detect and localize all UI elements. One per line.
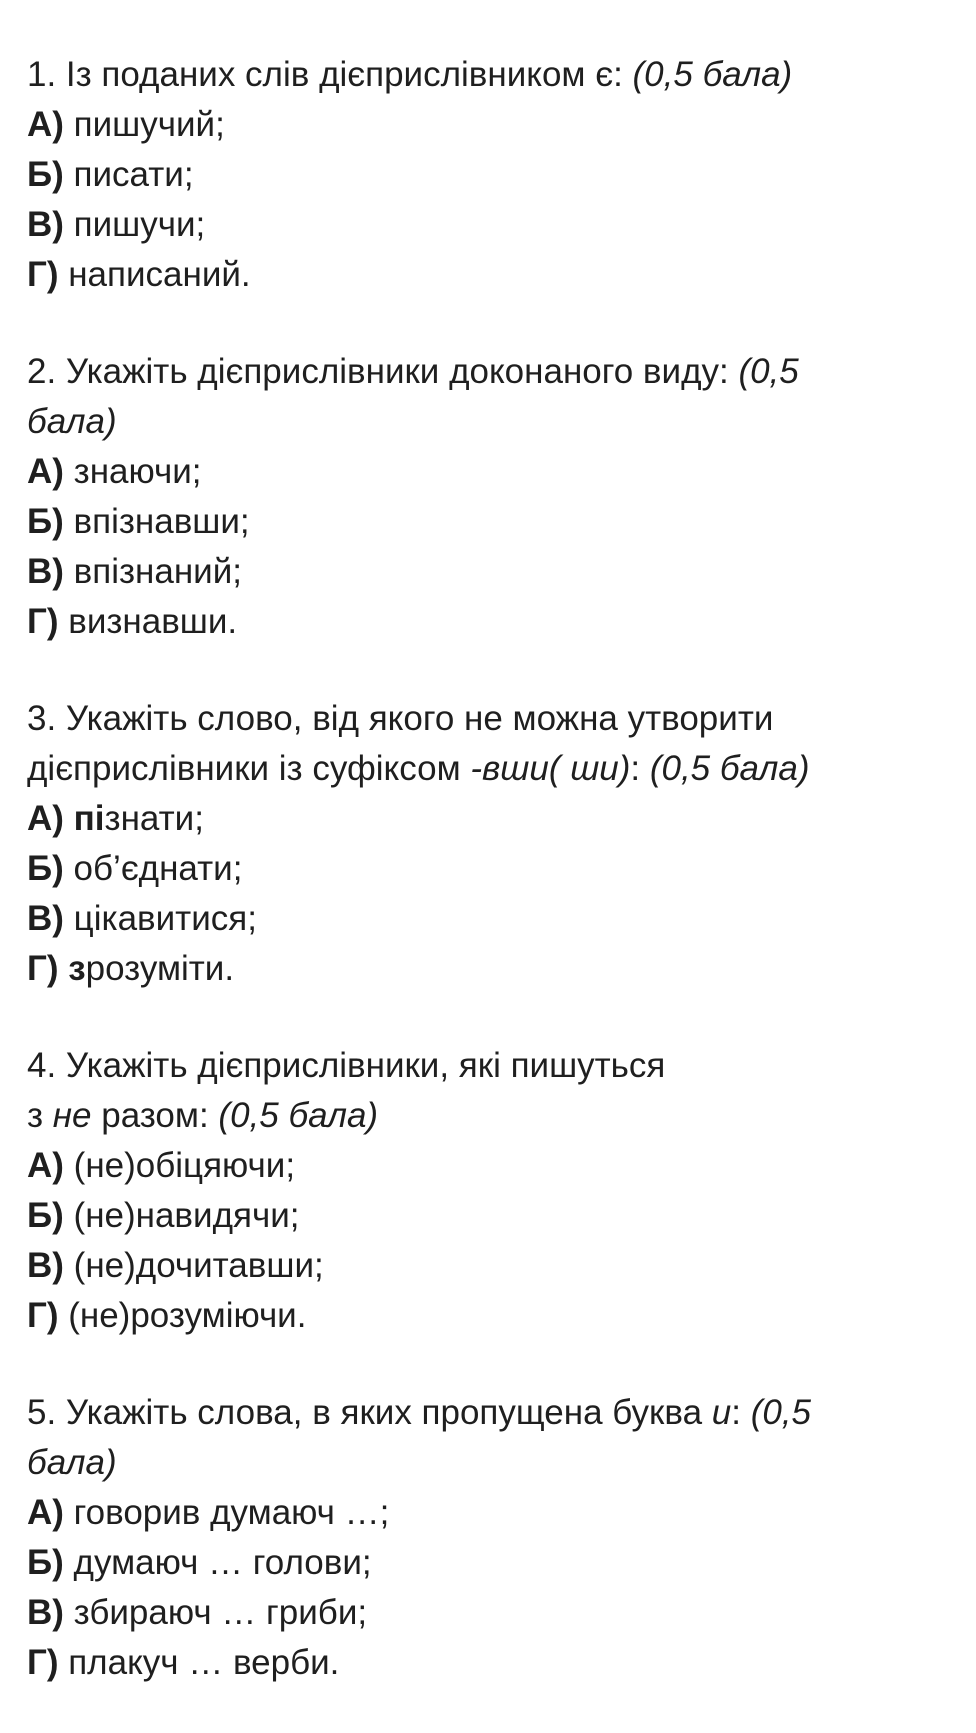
question-score-or-emphasis: не: [52, 1096, 92, 1135]
quiz-document: [27, 50, 957, 1688]
answer-option: [27, 497, 957, 547]
question-text-line: [27, 50, 957, 100]
answer-option: [27, 1291, 957, 1341]
question-text-line: [27, 347, 957, 397]
option-letter: А): [27, 799, 64, 838]
option-text: збираюч … гриби;: [63, 1593, 368, 1632]
answer-option: [27, 1241, 957, 1291]
question-text-line: [27, 397, 957, 447]
answer-option: [27, 844, 957, 894]
option-text: написаний.: [58, 255, 251, 294]
question-score-or-emphasis: и: [711, 1393, 732, 1432]
answer-option: [27, 1538, 957, 1588]
option-text: розуміти.: [85, 949, 235, 988]
option-letter: Г): [27, 1643, 59, 1682]
option-text: [64, 799, 74, 838]
option-text: [59, 949, 69, 988]
option-text: думаюч … голови;: [63, 1543, 372, 1582]
option-letter: Г): [27, 949, 59, 988]
question-text-line: [27, 1438, 957, 1488]
question-text-line: [27, 1388, 957, 1438]
question-score-or-emphasis: (0,5 бала): [218, 1096, 379, 1135]
answer-option: [27, 894, 957, 944]
option-text: пишучи;: [63, 205, 206, 244]
option-letter: А): [27, 1493, 64, 1532]
answer-option: [27, 1588, 957, 1638]
option-letter: Б): [27, 849, 64, 888]
question-text: 5. Укажіть слова, в яких пропущена буква: [27, 1393, 712, 1432]
question-score-or-emphasis: (0,5 бала): [632, 55, 793, 94]
option-letter: А): [27, 105, 64, 144]
question-text: разом:: [91, 1096, 219, 1135]
option-letter: В): [27, 1246, 64, 1285]
option-text: (не)навидячи;: [63, 1196, 300, 1235]
question-text: 2. Укажіть дієприслівники доконаного виду:: [27, 352, 739, 391]
question-text-line: [27, 1041, 957, 1091]
option-letter: Б): [27, 1196, 64, 1235]
question-score-or-emphasis: бала): [27, 1443, 117, 1482]
option-text: впізнавши;: [63, 502, 250, 541]
option-text: з: [68, 949, 86, 988]
answer-option: [27, 597, 957, 647]
option-text: говорив думаюч …;: [63, 1493, 390, 1532]
option-text: (не)розуміючи.: [58, 1296, 307, 1335]
option-text: цікавитися;: [63, 899, 257, 938]
question-text-line: [27, 1091, 957, 1141]
question-text-line: [27, 744, 957, 794]
option-letter: В): [27, 205, 64, 244]
option-text: (не)дочитавши;: [63, 1246, 324, 1285]
answer-option: [27, 1191, 957, 1241]
question-text: 1. Із поданих слів дієприслівником є:: [27, 55, 633, 94]
question-3: [27, 694, 957, 994]
option-text: писати;: [63, 155, 194, 194]
option-text: знати;: [104, 799, 204, 838]
option-letter: В): [27, 1593, 64, 1632]
option-letter: Г): [27, 602, 59, 641]
question-2: [27, 347, 957, 647]
question-text: з: [27, 1096, 53, 1135]
option-text: визнавши.: [58, 602, 238, 641]
option-letter: В): [27, 899, 64, 938]
option-text: об’єднати;: [63, 849, 243, 888]
option-text: впізнаний;: [63, 552, 242, 591]
answer-option: [27, 1638, 957, 1688]
question-text: :: [630, 749, 650, 788]
question-score-or-emphasis: -вши( ши): [470, 749, 631, 788]
option-text: плакуч … верби.: [58, 1643, 340, 1682]
option-text: пі: [73, 799, 105, 838]
question-score-or-emphasis: (0,5: [738, 352, 799, 391]
question-4: [27, 1041, 957, 1341]
option-letter: А): [27, 1146, 64, 1185]
option-text: знаючи;: [63, 452, 202, 491]
option-text: (не)обіцяючи;: [63, 1146, 296, 1185]
question-text: :: [731, 1393, 751, 1432]
question-text: 3. Укажіть слово, від якого не можна утворити: [27, 699, 774, 738]
question-5: [27, 1388, 957, 1688]
option-letter: Г): [27, 255, 59, 294]
question-score-or-emphasis: (0,5: [750, 1393, 811, 1432]
question-score-or-emphasis: (0,5 бала): [649, 749, 810, 788]
answer-option: [27, 200, 957, 250]
option-text: пишучий;: [63, 105, 225, 144]
question-text: 4. Укажіть дієприслівники, які пишуться: [27, 1046, 666, 1085]
answer-option: [27, 1488, 957, 1538]
question-text-line: [27, 694, 957, 744]
option-letter: Б): [27, 155, 64, 194]
option-letter: Б): [27, 1543, 64, 1582]
question-score-or-emphasis: бала): [27, 402, 117, 441]
answer-option: [27, 944, 957, 994]
option-letter: В): [27, 552, 64, 591]
answer-option: [27, 100, 957, 150]
option-letter: Г): [27, 1296, 59, 1335]
answer-option: [27, 547, 957, 597]
answer-option: [27, 1141, 957, 1191]
option-letter: Б): [27, 502, 64, 541]
option-letter: А): [27, 452, 64, 491]
question-1: [27, 50, 957, 300]
answer-option: [27, 794, 957, 844]
question-text: дієприслівники із суфіксом: [27, 749, 471, 788]
answer-option: [27, 447, 957, 497]
answer-option: [27, 250, 957, 300]
answer-option: [27, 150, 957, 200]
